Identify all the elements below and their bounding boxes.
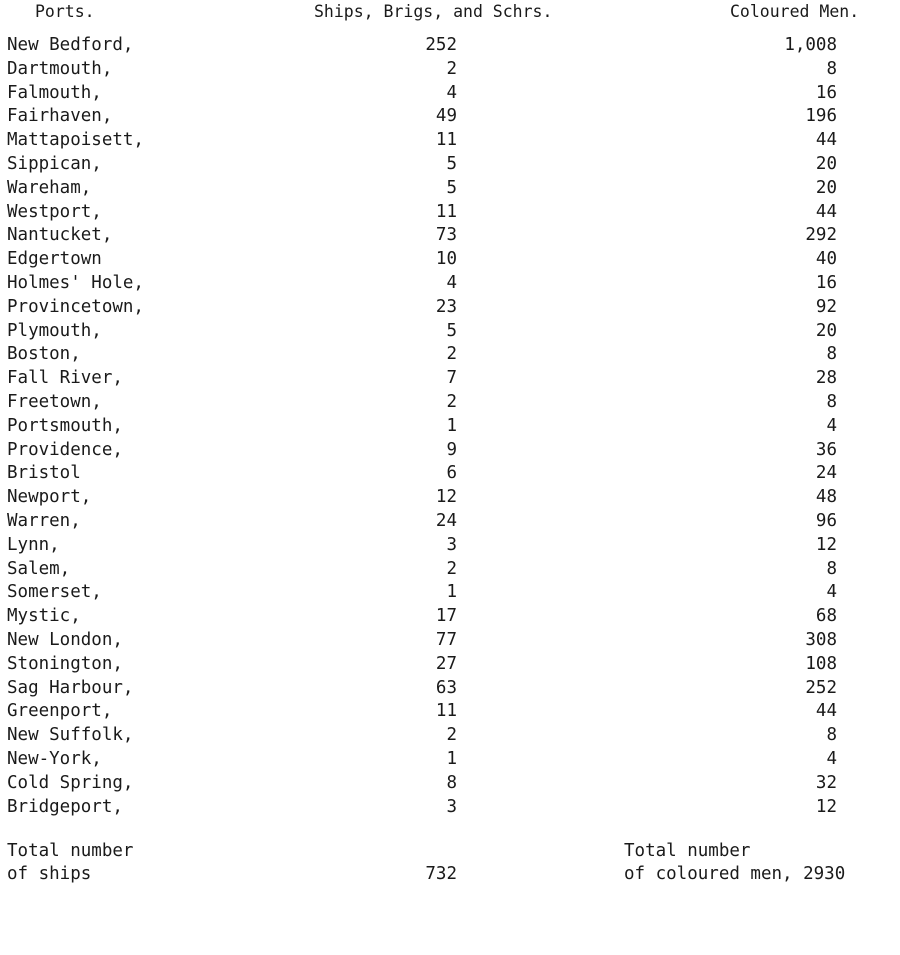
ships-count: 252 (425, 35, 457, 55)
ships-count: 2 (446, 558, 457, 579)
coloured-men-count: 12 (815, 796, 837, 817)
port-name: Bridgeport, (7, 796, 123, 817)
ships-count: 73 (435, 225, 457, 246)
table-row (0, 629, 900, 653)
table-row (0, 153, 900, 177)
coloured-men-count: 32 (815, 772, 837, 793)
port-name: Providence, (7, 439, 123, 460)
table-row (0, 272, 900, 296)
coloured-men-count: 308 (805, 629, 837, 650)
coloured-men-count: 4 (826, 582, 837, 603)
port-name: Mattapoisett, (7, 130, 144, 151)
port-name: Stonington, (7, 653, 123, 674)
coloured-men-count: 252 (805, 677, 837, 698)
coloured-men-count: 20 (815, 320, 837, 341)
coloured-men-count: 44 (815, 130, 837, 151)
table-row (0, 439, 900, 463)
table-row (0, 201, 900, 225)
coloured-men-count: 16 (815, 272, 837, 293)
table-row (0, 367, 900, 391)
ships-count: 2 (446, 344, 457, 365)
table-row (0, 534, 900, 558)
port-name: Edgertown (7, 249, 102, 270)
port-name: New London, (7, 629, 123, 650)
ships-count: 6 (446, 463, 457, 484)
ships-count: 17 (435, 606, 457, 627)
port-name: Fall River, (7, 368, 123, 389)
ships-count: 1 (446, 748, 457, 769)
table-row (0, 486, 900, 510)
table-row (0, 677, 900, 701)
ships-count: 12 (435, 487, 457, 508)
port-name: Plymouth, (7, 320, 102, 341)
ships-count: 1 (446, 415, 457, 436)
coloured-men-count: 20 (815, 177, 837, 198)
port-name: Holmes' Hole, (7, 272, 144, 293)
ships-count: 63 (435, 677, 457, 698)
coloured-men-count: 20 (815, 153, 837, 174)
ships-count: 5 (446, 153, 457, 174)
header-ships: Ships, Brigs, and Schrs. (314, 2, 553, 21)
port-name: Fairhaven, (7, 106, 113, 127)
table-row (0, 653, 900, 677)
coloured-men-count: 4 (826, 415, 837, 436)
table-row (0, 796, 900, 820)
ships-count: 4 (446, 272, 457, 293)
ships-count: 27 (435, 653, 457, 674)
ships-count: 2 (446, 58, 457, 79)
ships-count: 23 (435, 296, 457, 317)
total-coloured-men-label: Total number of coloured men, 2930 (624, 841, 846, 884)
ports-table (0, 34, 900, 819)
table-row (0, 224, 900, 248)
coloured-men-count: 8 (826, 558, 837, 579)
table-row (0, 510, 900, 534)
port-name: Westport, (7, 201, 102, 222)
coloured-men-count: 8 (826, 391, 837, 412)
table-row (0, 177, 900, 201)
port-name: Newport, (7, 487, 92, 508)
coloured-men-count: 44 (815, 201, 837, 222)
ships-count: 11 (435, 701, 457, 722)
table-row (0, 748, 900, 772)
coloured-men-count: 28 (815, 368, 837, 389)
coloured-men-count: 92 (815, 296, 837, 317)
ships-count: 8 (446, 772, 457, 793)
totals-section (0, 840, 900, 886)
table-row (0, 558, 900, 582)
port-name: Freetown, (7, 391, 102, 412)
table-row (0, 724, 900, 748)
port-name: Nantucket, (7, 225, 113, 246)
ships-count: 2 (446, 725, 457, 746)
ships-count: 77 (435, 629, 457, 650)
port-name: New Bedford, (7, 35, 134, 55)
port-name: Wareham, (7, 177, 92, 198)
port-name: Lynn, (7, 534, 60, 555)
port-name: New Suffolk, (7, 725, 134, 746)
port-name: Somerset, (7, 582, 102, 603)
table-row (0, 605, 900, 629)
coloured-men-count: 36 (815, 439, 837, 460)
port-name: New-York, (7, 748, 102, 769)
coloured-men-count: 8 (826, 344, 837, 365)
table-row (0, 772, 900, 796)
coloured-men-count: 292 (805, 225, 837, 246)
header-ports: Ports. (35, 2, 95, 21)
ships-count: 10 (435, 249, 457, 270)
coloured-men-count: 68 (815, 606, 837, 627)
ships-count: 24 (435, 510, 457, 531)
coloured-men-count: 96 (815, 510, 837, 531)
coloured-men-count: 196 (805, 106, 837, 127)
port-name: Sag Harbour, (7, 677, 134, 698)
port-name: Greenport, (7, 701, 113, 722)
table-row (0, 82, 900, 106)
table-row (0, 296, 900, 320)
ships-count: 11 (435, 130, 457, 151)
coloured-men-count: 24 (815, 463, 837, 484)
coloured-men-count: 1,008 (784, 35, 837, 55)
port-name: Sippican, (7, 153, 102, 174)
total-ships-label: Total number of ships (7, 841, 134, 884)
coloured-men-count: 4 (826, 748, 837, 769)
table-row (0, 415, 900, 439)
table-row (0, 343, 900, 367)
port-name: Falmouth, (7, 82, 102, 103)
coloured-men-count: 44 (815, 701, 837, 722)
port-name: Portsmouth, (7, 415, 123, 436)
coloured-men-count: 48 (815, 487, 837, 508)
port-name: Warren, (7, 510, 81, 531)
port-name: Boston, (7, 344, 81, 365)
table-row (0, 58, 900, 82)
table-row (0, 129, 900, 153)
coloured-men-count: 108 (805, 653, 837, 674)
table-row (0, 34, 900, 58)
ships-count: 3 (446, 796, 457, 817)
coloured-men-count: 8 (826, 58, 837, 79)
ships-count: 7 (446, 368, 457, 389)
coloured-men-count: 16 (815, 82, 837, 103)
port-name: Provincetown, (7, 296, 144, 317)
coloured-men-count: 8 (826, 725, 837, 746)
ships-count: 5 (446, 320, 457, 341)
ships-count: 1 (446, 582, 457, 603)
header-coloured-men: Coloured Men. (730, 2, 860, 21)
port-name: Salem, (7, 558, 71, 579)
ships-count: 2 (446, 391, 457, 412)
table-row (0, 700, 900, 724)
ships-count: 11 (435, 201, 457, 222)
port-name: Dartmouth, (7, 58, 113, 79)
table-row (0, 391, 900, 415)
table-row (0, 248, 900, 272)
table-row (0, 105, 900, 129)
ships-count: 4 (446, 82, 457, 103)
ships-count: 3 (446, 534, 457, 555)
port-name: Cold Spring, (7, 772, 134, 793)
table-row (0, 581, 900, 605)
ships-count: 5 (446, 177, 457, 198)
table-row (0, 462, 900, 486)
total-ships-value: 732 (425, 864, 457, 884)
coloured-men-count: 40 (815, 249, 837, 270)
ships-count: 9 (446, 439, 457, 460)
ships-count: 49 (435, 106, 457, 127)
port-name: Bristol (7, 463, 81, 484)
port-name: Mystic, (7, 606, 81, 627)
table-row (0, 320, 900, 344)
coloured-men-count: 12 (815, 534, 837, 555)
